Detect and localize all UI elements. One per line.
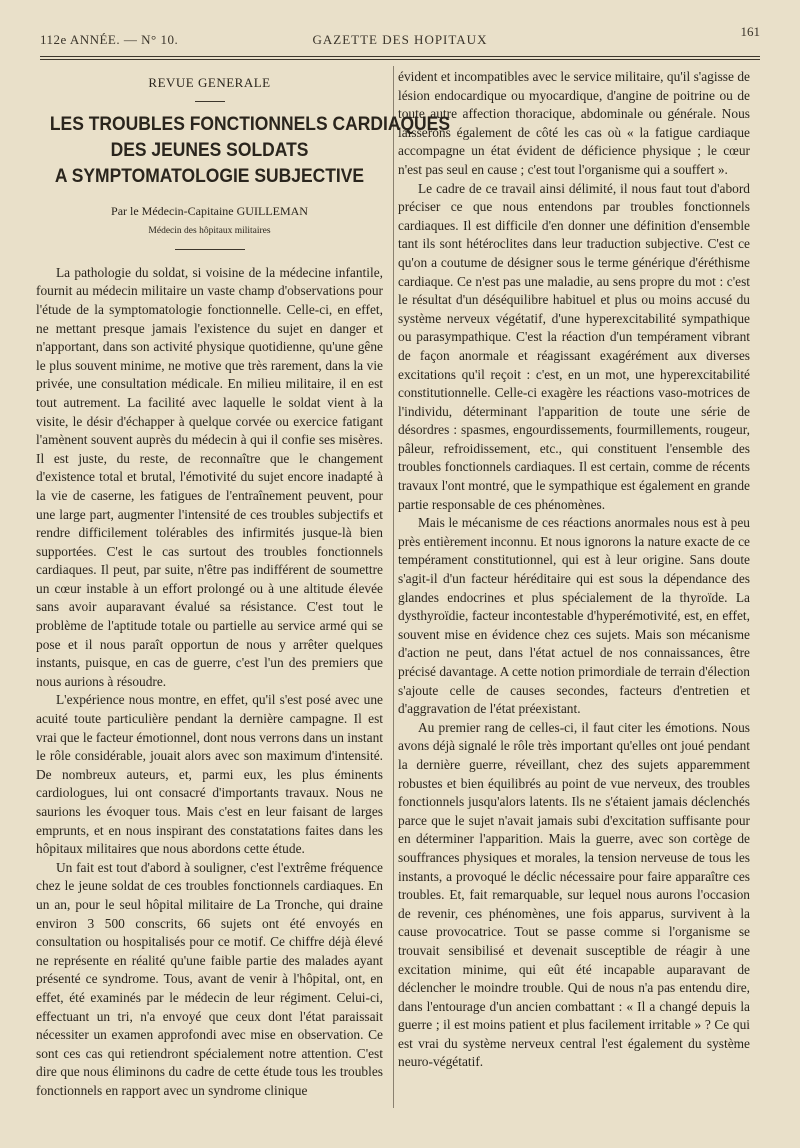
paragraph-continued: évident et incompatibles avec le service militaire, qu'il s'agisse de lésion endocardique ou myocardique, d'angine de poitrine ou de toute autre affection thoracique, abdominale ou générale. Nous laisserons également de côté les cas où « la fatigue cardiaque accompagne un état évident de déficience physique ; le cœur n'est pas seul en cause ; c'est tout l'organisme qui a souffert ». <box>398 69 750 177</box>
paragraph: Au premier rang de celles-ci, il faut citer les émotions. Nous avons déjà signalé le rôle très important qu'elles ont joué pendant la dernière guerre, réveillant, chez des sujets apparemment robustes et bien équilibrés au point de vue nerveux, des troubles fonctionnels jusqu'alors latents. Ils ne s'étaient jamais déclenchés parce que le sujet n'avait jamais subi d'excitation suffisante pour en déterminer l'apparition. Mais la guerre, avec son cortège de souffrances physiques et morales, la tension nerveuse de tous les instants, a provoqué le déclic nécessaire pour faire apparaître ces troubles. Et, fait remarquable, sur lequel nous aurons l'occasion de revenir, ces phénomènes, une fois apparus, survivent à la cause provocatrice. Tout se passe comme si l'organisme se trouvait sensibilisé et devenait susceptible de réagir à une excitation minime, qui eût été incapable auparavant de déclencher le moindre trouble. Qui de nous n'a pas entendu dire, dans l'entourage d'un ancien combattant : « Il a changé depuis la guerre ; il est moins patient et plus facilement irritable » ? Ce qui est vrai du système nerveux central l'est également du système neuro-végétatif. <box>398 719 750 1070</box>
paragraph: Mais le mécanisme de ces réactions anormales nous est à peu près entièrement inconnu. Et nous ignorons la nature exacte de ce tempérament constitutionnel, qui est à leur origine. Sans doute s'agit-il d'un facteur héréditaire qui est sous la dépendance des glandes endocrines et plus spécialement de la thyroïde. La dysthyroïdie, facteur incontestable d'hyperémotivité, est, en effet, souvent mise en évidence chez ces sujets. Mais son mécanisme d'action ne peut, dans l'état actuel de nos connaissances, être précisé davantage. A cette notion primordiale de terrain d'élection s'ajoute celle de causes secondes, facteurs d'entretien et d'aggravation de l'état préexistant. <box>398 515 750 717</box>
article-title <box>49 112 450 190</box>
header-rule <box>40 56 760 57</box>
page-number: 161 <box>740 24 760 39</box>
issue-number: 112e ANNÉE. — N° 10. <box>40 32 179 47</box>
title-line: DES JEUNES SOLDATS <box>110 139 309 161</box>
section-rule <box>195 101 225 102</box>
journal-name: GAZETTE DES HOPITAUX <box>312 32 488 47</box>
byline-rule <box>175 249 245 250</box>
paragraph: La pathologie du soldat, si voisine de la médecine infantile, fournit au médecin militaire un vaste champ d'observations pour l'étude de la symptomatologie fonctionnelle. Celle-ci, en effet, ne mettant presque jamais l'existence du sujet en danger et n'apportant, dans son activité physique quotidienne, qu'une gêne le plus souvent minime, ne motive que très rarement, dans la vie privée, une consultation médicale. En milieu militaire, il en est tout autrement. La facilité avec laquelle le soldat vient à la visite, le désir d'échapper à quelque corvée ou exercice fatigant l'amènent souvent auprès du médecin à qui il confie ses misères. Il est juste, du reste, de reconnaître que le changement d'existence total et brutal, l'émotivité du sujet encore inadapté à la vie de caserne, les fatigues de l'entraînement peuvent, pour une large part, augmenter l'intensité de ces troubles subjectifs et rendre difficilement tolérables des infirmités jusque-là bien supportées. C'est le cas surtout des troubles fonctionnels cardiaques. Il peut, par suite, n'être pas indifférent de soumettre un cœur instable à un effort prolongé ou à une altitude élevée sans avoir auparavant évalué sa résistance. C'est tout le problème de l'aptitude totale ou partielle au service armé qui se pose et il nous paraît opportun de nous y arrêter quelques instants, puisque, en cas de guerre, c'est l'un des premiers que nous aurions à résoudre. <box>36 264 383 689</box>
author-affiliation: Médecin des hôpitaux militaires <box>148 226 271 237</box>
title-line: LES TROUBLES FONCTIONNELS CARDIAQUES <box>49 113 450 135</box>
running-header <box>40 24 760 52</box>
section-label: REVUE GENERALE <box>148 75 271 90</box>
paragraph: L'expérience nous montre, en effet, qu'il s'est posé avec une acuité toute particulière pendant la dernière campagne. Il est vrai que le facteur émotionnel, dont nous verrons dans un instant le rôle considérable, jouait alors avec son maximum d'intensité. De nombreux auteurs, et, parmi eux, les plus éminents cardiologues, lui ont consacré d'importants travaux. Nous ne saurions les évoquer tous. Mais c'est en leur faisant de larges emprunts, et en nous inspirant des constatations faites dans les hôpitaux militaires que nous abordons cette étude. <box>36 692 383 857</box>
paragraph: Le cadre de ce travail ainsi délimité, il nous faut tout d'abord préciser ce que nous entendons par troubles fonctionnels cardiaques. Il est difficile d'en donner une définition d'ensemble tant ils sont hétéroclites dans leur traduction subjective. C'est ce qu'on a coutume de désigner sous le terme générique d'éréthisme cardiaque. Ce n'est pas une maladie, au sens propre du mot : c'est le résultat d'un déséquilibre habituel et plus ou moins accusé du système nerveux végétatif, d'une hyperexcitabilité sympathique ou parasympathique. C'est la réaction d'un tempérament vibrant de façon anormale et réagissant exagérément aux diverses excitations qu'il reçoit : c'est, en un mot, une hyperexcitabilité constitutionnelle. Celle-ci exagère les réactions vaso-motrices de l'individu, déterminant l'apparition de toute une série de désordres : spasmes, engourdissements, fourmillements, rougeur, pâleur, refroidissement, etc., qui constituent l'ensemble des troubles fonctionnels cardiaques. Il est certain, comme de récents travaux l'ont montré, que le sympathique est également en grande partie responsable de ces phénomènes. <box>398 180 750 512</box>
header-rule-double <box>40 59 760 60</box>
title-line: A SYMPTOMATOLOGIE SUBJECTIVE <box>54 165 365 187</box>
right-column <box>398 68 750 1072</box>
left-column <box>36 66 450 1101</box>
paragraph: Un fait est tout d'abord à souligner, c'est l'extrême fréquence chez le jeune soldat de ces troubles fonctionnels cardiaques. En un an, pour le seul hôpital militaire de La Tronche, qui draine environ 3 500 conscrits, 66 sujets ont été envoyés en consultation ou hospitalisés pour ce motif. Ce chiffre déjà élevé ne représente en réalité qu'une faible partie des malades ayant présenté ce syndrome. Tous, avant de venir à l'hôpital, ont, en effet, été examinés par le médecin de leur régiment. Celui-ci, effectuant un tri, n'a envoyé que ceux dont l'état paraissait nécessiter un examen approfondi avec mise en observation. Ce sont ces cas qui retiendront spécialement notre attention. C'est dire que nous éliminons du cadre de cette étude tous les troubles fonctionnels en rapport avec un syndrome clinique <box>36 859 383 1098</box>
author-byline: Par le Médecin-Capitaine GUILLEMAN <box>111 203 308 218</box>
column-divider <box>393 66 394 1108</box>
